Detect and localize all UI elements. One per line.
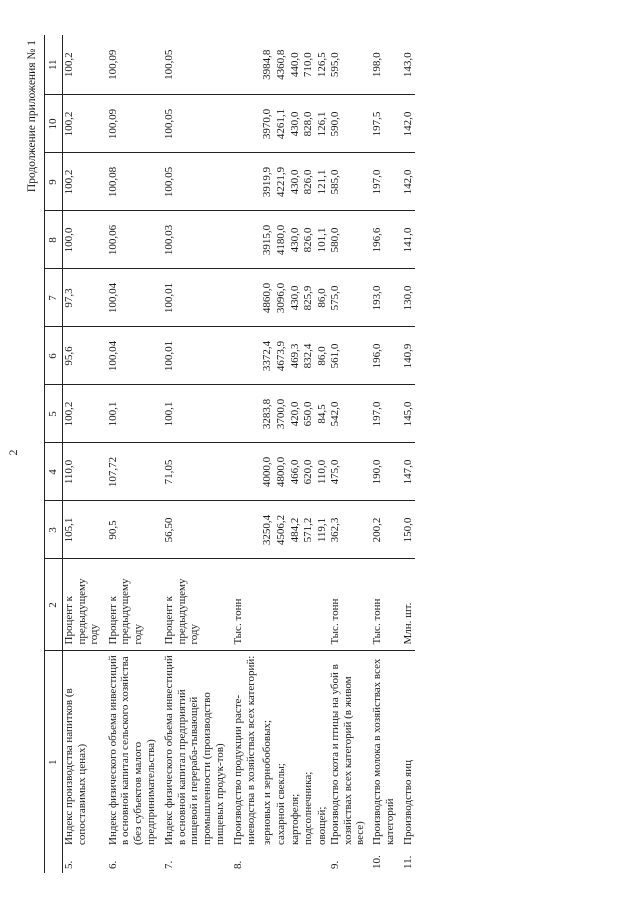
value-cell: 590,0: [329, 95, 371, 153]
row-label: Индекс физического объема инвестиций в основной капитал сельского хозяйства (без субъектов малого предпринимательства): [106, 655, 157, 845]
row-number: 6.: [106, 860, 119, 869]
value-cell: 196,0: [371, 327, 402, 385]
value-cell: 198,0: [371, 35, 402, 95]
row-label: Производство яиц: [402, 760, 415, 845]
value-cell: 100,2: [63, 385, 107, 443]
value-cell: 3984,8: [261, 35, 275, 95]
value-cell: 150,0: [402, 501, 415, 559]
row-number: [302, 847, 316, 873]
value-cell: 121,1: [316, 153, 330, 211]
value-cell: 4800,0: [275, 443, 289, 501]
row-label: подсолнечника;: [302, 771, 315, 845]
table-row: [63, 35, 107, 873]
value-cell: 100,1: [163, 385, 232, 443]
table-row: [302, 35, 316, 873]
value-cell: 100,05: [163, 35, 232, 95]
row-number: 7.: [163, 860, 176, 869]
table-row: [402, 35, 415, 873]
row-number: 9.: [329, 860, 342, 869]
table-row: [163, 35, 232, 873]
value-cell: 650,0: [302, 385, 316, 443]
value-cell: 3915,0: [261, 211, 275, 269]
table-row: [232, 35, 261, 873]
value-cell: 3096,0: [275, 269, 289, 327]
value-cell: 362,3: [329, 501, 371, 559]
value-cell: 126,1: [316, 95, 330, 153]
unit-cell: [302, 559, 316, 651]
row-label: Производство продукции расте-ниеводства в хозяйствах всех категорий:: [232, 655, 257, 845]
value-cell: 110,0: [63, 443, 107, 501]
row-label: картофеля;: [288, 793, 301, 845]
value-cell: 710,0: [302, 35, 316, 95]
header-row: [45, 35, 63, 873]
value-cell: 71,05: [163, 443, 232, 501]
value-cell: 190,0: [371, 443, 402, 501]
value-cell: 561,0: [329, 327, 371, 385]
value-cell: 4180,0: [275, 211, 289, 269]
value-cell: 147,0: [402, 443, 415, 501]
row-label: овощей;: [315, 806, 328, 845]
row-number: 8.: [232, 860, 245, 869]
appendix-caption: Продолжение приложения № 1: [26, 40, 38, 193]
value-cell: 542,0: [329, 385, 371, 443]
value-cell: 100,06: [107, 211, 163, 269]
value-cell: 4261,1: [275, 95, 289, 153]
page-number: 2: [6, 449, 20, 456]
value-cell: 200,2: [371, 501, 402, 559]
value-cell: 469,3: [289, 327, 303, 385]
value-cell: 145,0: [402, 385, 415, 443]
value-cell: 100,04: [107, 327, 163, 385]
value-cell: [232, 443, 261, 501]
value-cell: 828,0: [302, 95, 316, 153]
unit-cell: Тыс. тонн: [371, 559, 402, 651]
value-cell: 141,0: [402, 211, 415, 269]
table-row: [261, 35, 275, 873]
value-cell: 110,0: [316, 443, 330, 501]
value-cell: 100,04: [107, 269, 163, 327]
value-cell: 4673,9: [275, 327, 289, 385]
value-cell: 126,5: [316, 35, 330, 95]
value-cell: 97,3: [63, 269, 107, 327]
value-cell: 90,5: [107, 501, 163, 559]
value-cell: 420,0: [289, 385, 303, 443]
row-label: Индекс производства напитков (в сопоставимых ценах): [63, 688, 88, 845]
unit-cell: Тыс. тонн: [232, 559, 261, 651]
value-cell: 100,03: [163, 211, 232, 269]
col-header: 8: [45, 211, 63, 269]
unit-cell: Млн. шт.: [402, 559, 415, 651]
value-cell: [232, 211, 261, 269]
value-cell: 475,0: [329, 443, 371, 501]
value-cell: 100,01: [163, 269, 232, 327]
col-header: 10: [45, 95, 63, 153]
row-label: Производство молока в хозяйствах всех категорий: [371, 658, 396, 845]
col-header: 4: [45, 443, 63, 501]
unit-cell: [316, 559, 330, 651]
row-number: [261, 847, 275, 873]
value-cell: 142,0: [402, 153, 415, 211]
value-cell: 86,0: [316, 327, 330, 385]
value-cell: 86,0: [316, 269, 330, 327]
value-cell: 56,50: [163, 501, 232, 559]
value-cell: [232, 153, 261, 211]
unit-cell: Процент к предыдущему году: [163, 559, 232, 651]
value-cell: 100,1: [107, 385, 163, 443]
row-label: Индекс физического объема инвестиций в основной капитал предприятий пищевой и перераба-тывающей промышленности (производство пищевых продук-тов): [163, 655, 226, 845]
value-cell: 197,5: [371, 95, 402, 153]
value-cell: 825,9: [302, 269, 316, 327]
row-number: [275, 847, 289, 873]
col-header: 3: [45, 501, 63, 559]
value-cell: [232, 385, 261, 443]
table-row: [289, 35, 303, 873]
value-cell: [232, 95, 261, 153]
unit-cell: [289, 559, 303, 651]
value-cell: 3970,0: [261, 95, 275, 153]
row-number: 5.: [63, 860, 75, 869]
table-row: [329, 35, 371, 873]
value-cell: 107,72: [107, 443, 163, 501]
value-cell: 440,0: [289, 35, 303, 95]
value-cell: 4360,8: [275, 35, 289, 95]
value-cell: 143,0: [402, 35, 415, 95]
row-number: 10.: [371, 855, 384, 869]
value-cell: 484,2: [289, 501, 303, 559]
value-cell: 571,2: [302, 501, 316, 559]
unit-cell: Тыс. тонн: [329, 559, 371, 651]
value-cell: 3700,0: [275, 385, 289, 443]
value-cell: 575,0: [329, 269, 371, 327]
value-cell: 142,0: [402, 95, 415, 153]
unit-cell: [261, 559, 275, 651]
value-cell: 620,0: [302, 443, 316, 501]
value-cell: 826,0: [302, 211, 316, 269]
value-cell: 95,6: [63, 327, 107, 385]
value-cell: 197,0: [371, 385, 402, 443]
value-cell: 196,6: [371, 211, 402, 269]
value-cell: 140,9: [402, 327, 415, 385]
value-cell: 3250,4: [261, 501, 275, 559]
row-number: [289, 847, 303, 873]
value-cell: 826,0: [302, 153, 316, 211]
value-cell: 4506,2: [275, 501, 289, 559]
value-cell: 119,1: [316, 501, 330, 559]
value-cell: 580,0: [329, 211, 371, 269]
value-cell: [232, 35, 261, 95]
col-header: 9: [45, 153, 63, 211]
value-cell: [232, 327, 261, 385]
value-cell: 430,0: [289, 211, 303, 269]
value-cell: 100,05: [163, 95, 232, 153]
value-cell: 430,0: [289, 269, 303, 327]
table-row: [107, 35, 163, 873]
col-header: 5: [45, 385, 63, 443]
value-cell: 585,0: [329, 153, 371, 211]
value-cell: 193,0: [371, 269, 402, 327]
value-cell: 130,0: [402, 269, 415, 327]
indicators-table: [44, 35, 415, 873]
value-cell: 100,2: [63, 153, 107, 211]
value-cell: 595,0: [329, 35, 371, 95]
value-cell: 101,1: [316, 211, 330, 269]
value-cell: 100,05: [163, 153, 232, 211]
col-header: 1: [45, 651, 63, 873]
value-cell: [232, 501, 261, 559]
value-cell: 832,4: [302, 327, 316, 385]
value-cell: 197,0: [371, 153, 402, 211]
row-label: сахарной свеклы;: [274, 763, 287, 845]
row-label: зерновых и зернобобовых;: [261, 719, 274, 845]
col-header: 6: [45, 327, 63, 385]
value-cell: 466,0: [289, 443, 303, 501]
value-cell: 3372,4: [261, 327, 275, 385]
value-cell: 100,09: [107, 35, 163, 95]
col-header: 11: [45, 35, 63, 95]
value-cell: 3283,8: [261, 385, 275, 443]
value-cell: 100,08: [107, 153, 163, 211]
table-row: [275, 35, 289, 873]
value-cell: 100,2: [63, 95, 107, 153]
value-cell: 84,5: [316, 385, 330, 443]
unit-cell: [275, 559, 289, 651]
row-number: [316, 847, 330, 873]
col-header: 7: [45, 269, 63, 327]
unit-cell: Процент к предыдущему году: [107, 559, 163, 651]
col-header: 2: [45, 559, 63, 651]
value-cell: 100,01: [163, 327, 232, 385]
value-cell: [232, 269, 261, 327]
table-row: [316, 35, 330, 873]
table-body: [63, 35, 415, 873]
value-cell: 100,2: [63, 35, 107, 95]
value-cell: 4000,0: [261, 443, 275, 501]
table-row: [371, 35, 402, 873]
row-number: 11.: [402, 855, 415, 869]
value-cell: 430,0: [289, 95, 303, 153]
value-cell: 100,09: [107, 95, 163, 153]
value-cell: 4860,0: [261, 269, 275, 327]
value-cell: 100,0: [63, 211, 107, 269]
value-cell: 430,0: [289, 153, 303, 211]
row-label: Производство скота и птицы на убой в хозяйствах всех категорий (в живом весе): [329, 664, 367, 845]
value-cell: 4221,9: [275, 153, 289, 211]
value-cell: 3919,9: [261, 153, 275, 211]
value-cell: 105,1: [63, 501, 107, 559]
unit-cell: Процент к предыдущему году: [63, 559, 107, 651]
